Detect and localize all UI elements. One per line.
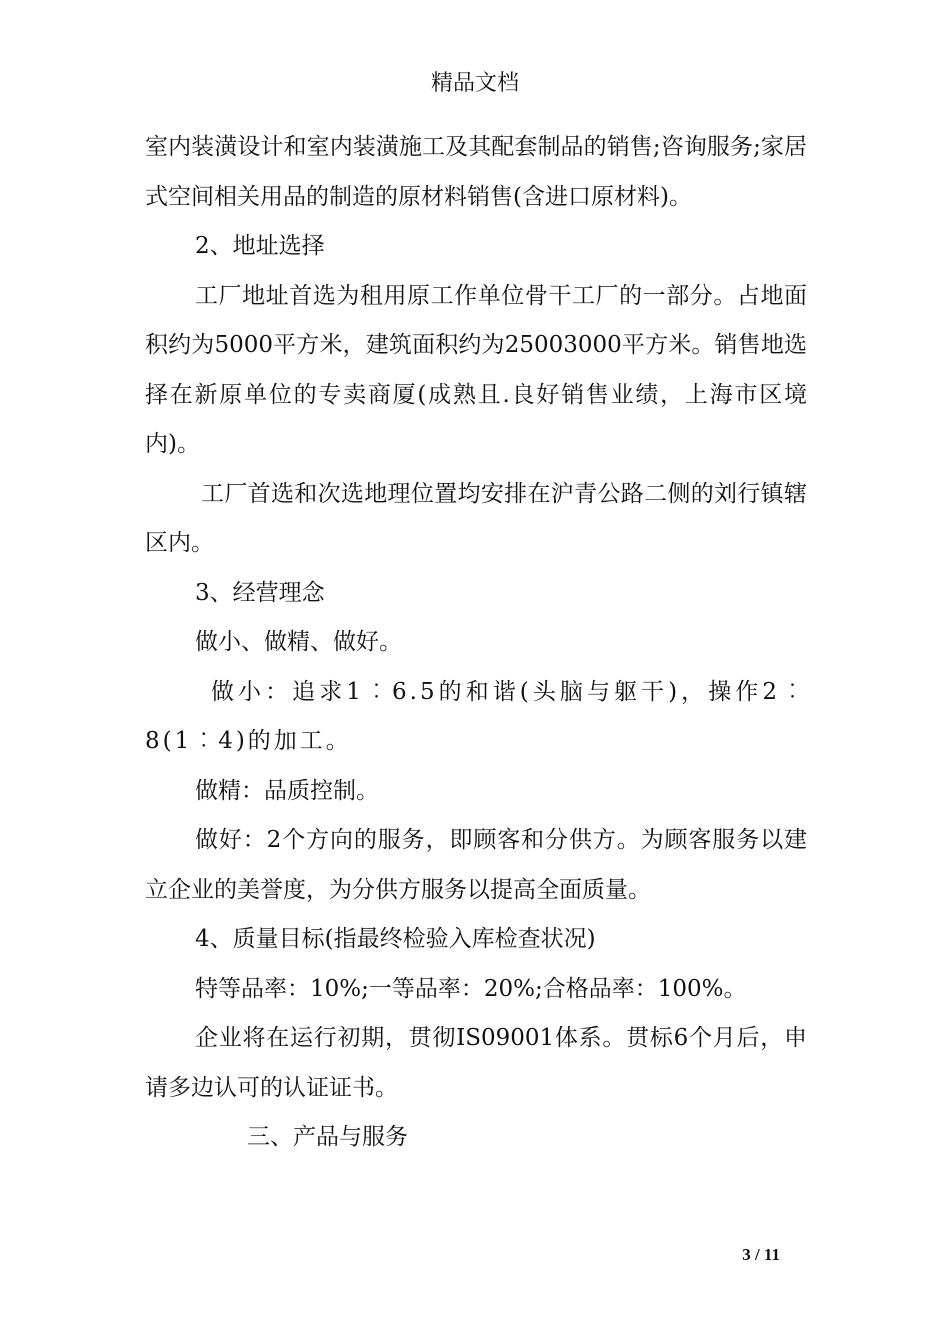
heading-business-philosophy: 3、经营理念 <box>195 579 325 606</box>
page-number: 3 / 11 <box>742 1245 780 1264</box>
paragraph-factory-site: 工厂地址首选为租用原工作单位骨干工厂的一部分。占地面积约为5000平方米，建筑面积约为25003000平方米。销售地选择在新原单位的专卖商厦(成熟且.良好销售业绩，上海市区境内)。 <box>145 282 807 457</box>
document-body <box>145 123 807 1163</box>
paragraph-philosophy-summary: 做小、做精、做好。 <box>195 629 402 655</box>
paragraph-do-fine: 做精：品质控制。 <box>195 777 379 804</box>
paragraph-iso-certification: 企业将在运行初期，贯彻IS09001体系。贯标6个月后，申请多边认可的认证证书。 <box>145 1025 807 1101</box>
paragraph-do-small: 做小：追求1︰6.5的和谐(头脑与躯干)，操作2︰8(1︰4)的加工。 <box>145 678 807 754</box>
heading-products-services: 三、产品与服务 <box>247 1124 408 1150</box>
heading-quality-target: 4、质量目标(指最终检验入库检查状况) <box>195 926 596 952</box>
paragraph-quality-rates: 特等品率：10%;一等品率：20%;合格品率：100%。 <box>195 975 747 1002</box>
page-header-title: 精品文档 <box>430 71 519 96</box>
paragraph-site-location: 工厂首选和次选地理位置均安排在沪青公路二侧的刘行镇辖区内。 <box>145 480 807 556</box>
heading-site-selection: 2、地址选择 <box>195 233 325 259</box>
paragraph-business-scope: 室内装潢设计和室内装潢施工及其配套制品的销售;咨询服务;家居式空间相关用品的制造的原材料销售(含进口原材料)。 <box>145 134 807 210</box>
paragraph-do-well: 做好：2个方向的服务，即顾客和分供方。为顾客服务以建立企业的美誉度，为分供方服务以提高全面质量。 <box>145 827 807 903</box>
